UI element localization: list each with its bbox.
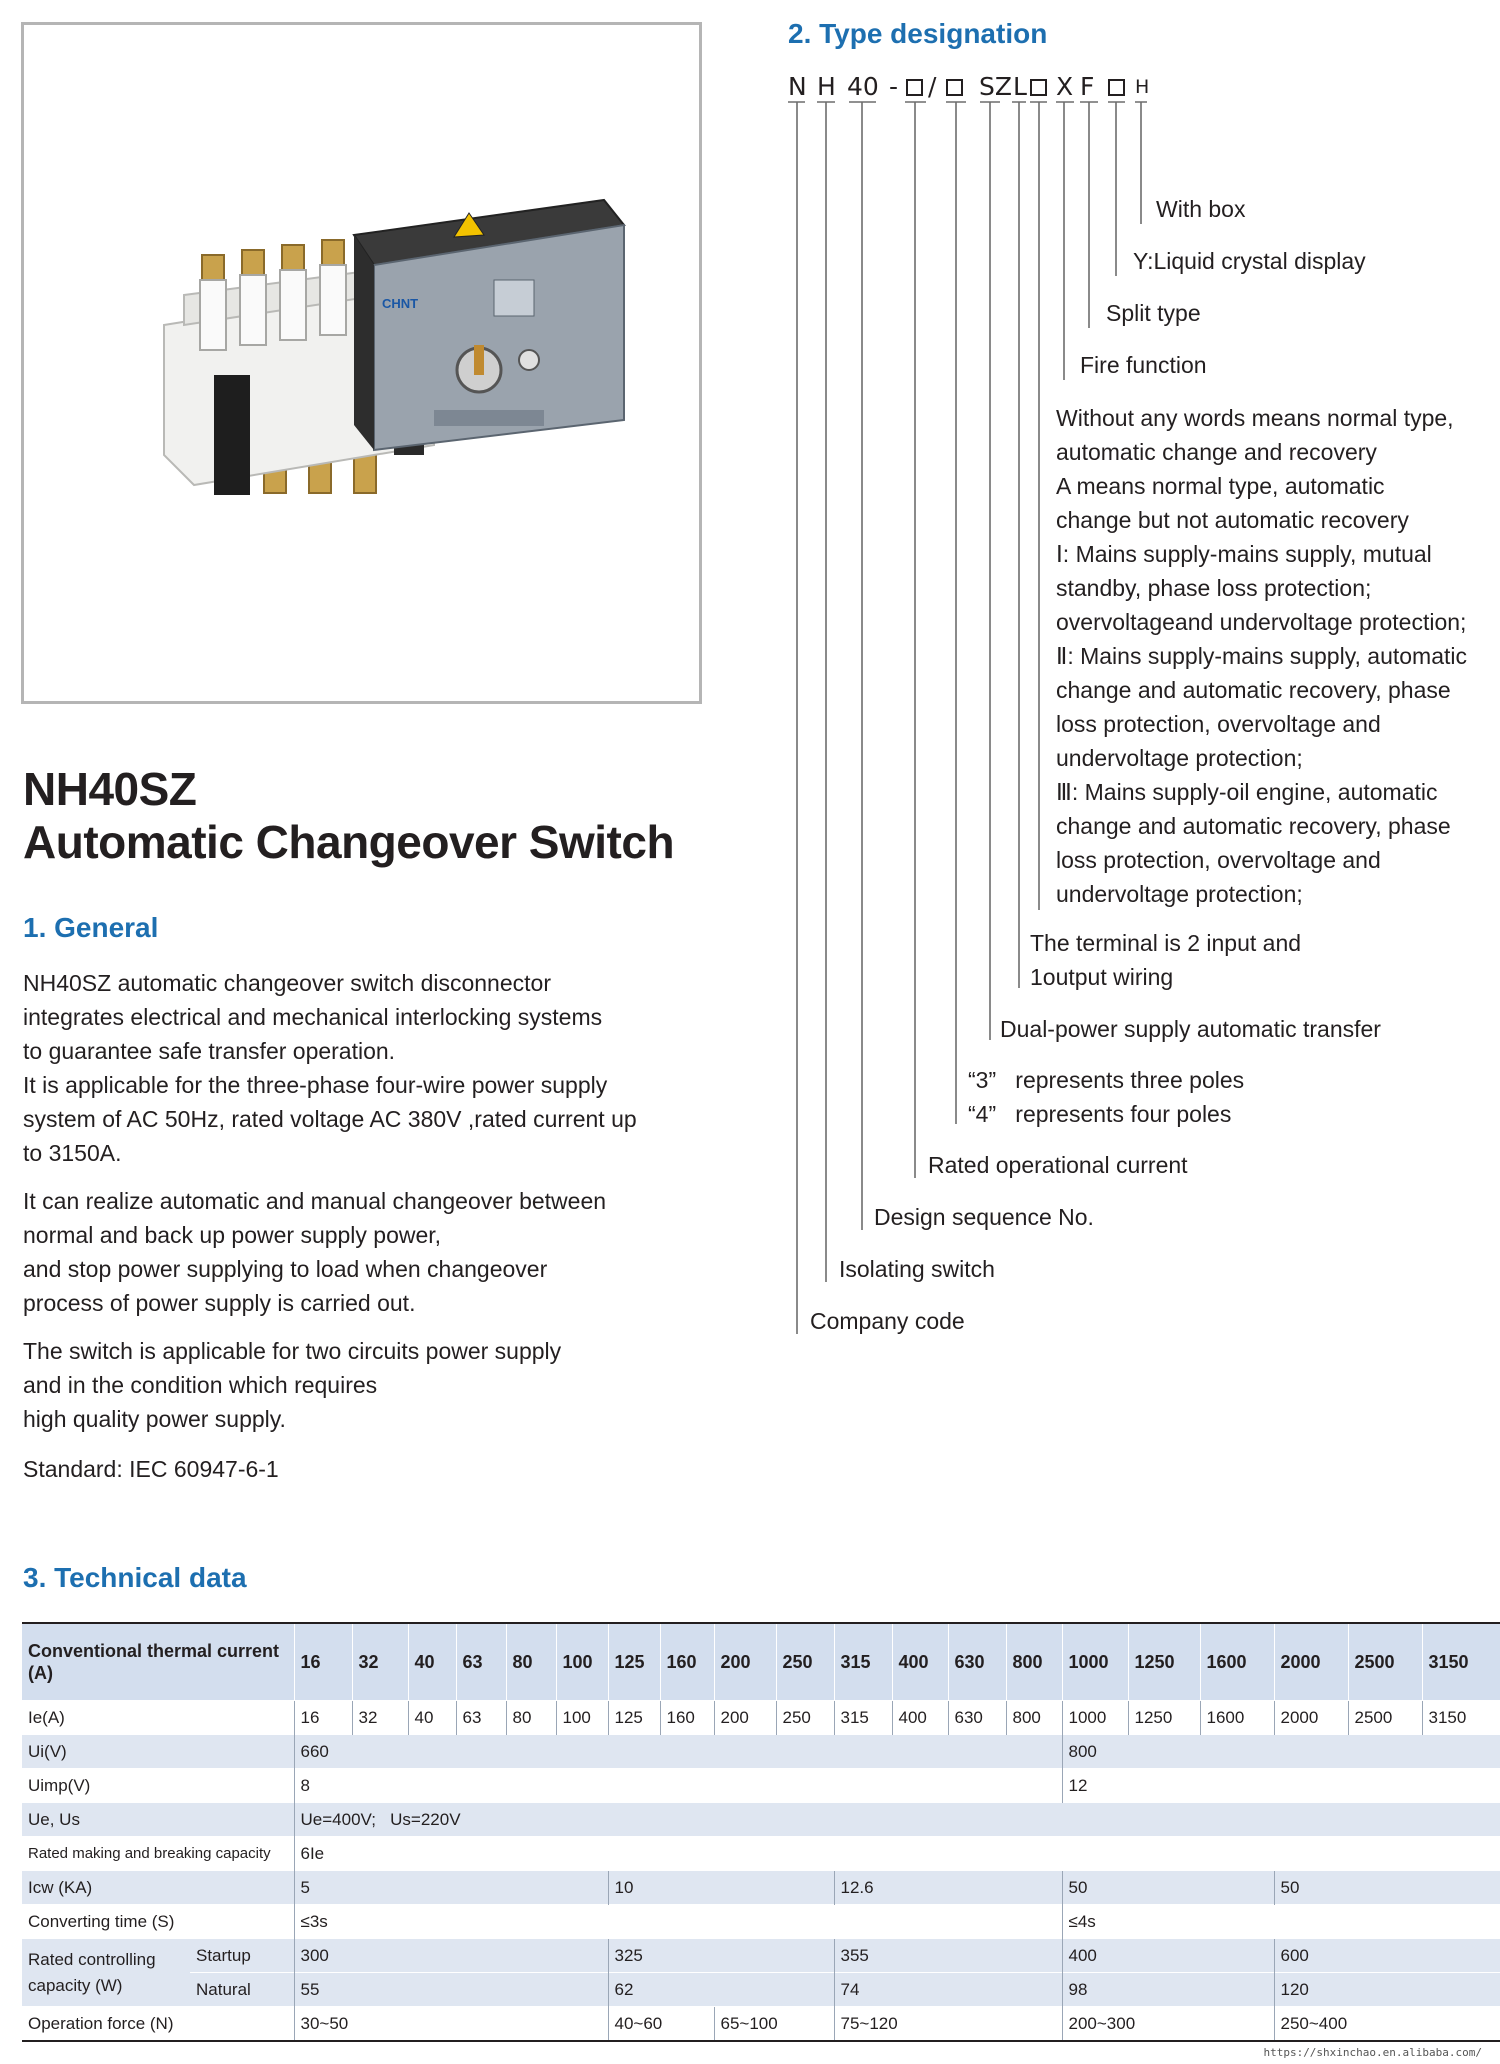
desc-mode-line: automatic change and recovery [1056, 439, 1377, 465]
general-line: It can realize automatic and manual changeover between [23, 1188, 607, 1214]
desc-mode-line: loss protection, overvoltage and [1056, 847, 1381, 873]
desc-terminal-line: 1output wiring [1030, 964, 1174, 990]
row-sublabel: Startup [190, 1939, 294, 1973]
code-40: 40 [847, 72, 879, 101]
desc-mode-line: undervoltage protection; [1056, 881, 1303, 907]
leader-terminal [1012, 102, 1026, 988]
general-line: and in the condition which requires [23, 1372, 378, 1398]
table-header-row [22, 1623, 1500, 1701]
general-line: NH40SZ automatic changeover switch disconnector [23, 970, 551, 996]
leader-company [788, 102, 805, 1334]
force-value: 65~100 [714, 2007, 834, 2042]
table-row-converting [22, 1905, 1500, 1939]
ie-value: 2500 [1348, 1701, 1422, 1735]
ie-value: 3150 [1422, 1701, 1500, 1735]
desc-poles [968, 1063, 1244, 1131]
header-current: 63 [456, 1623, 506, 1701]
general-line: The switch is applicable for two circuits power supply [23, 1338, 562, 1364]
ie-value: 1000 [1062, 1701, 1128, 1735]
ie-value: 1250 [1128, 1701, 1200, 1735]
desc-isolating: Isolating switch [839, 1256, 995, 1282]
table-row-making [22, 1837, 1500, 1871]
startup-value: 300 [294, 1939, 608, 1973]
ui-value: 800 [1062, 1735, 1500, 1769]
ie-value: 2000 [1274, 1701, 1348, 1735]
converting-value: ≤3s [294, 1905, 1062, 1939]
general-line: normal and back up power supply power, [23, 1222, 442, 1248]
leader-split [1080, 102, 1098, 328]
icw-value: 5 [294, 1871, 608, 1905]
ie-value: 32 [352, 1701, 408, 1735]
code-f: F [1080, 72, 1095, 101]
startup-value: 600 [1274, 1939, 1500, 1973]
desc-poles-line: “3” represents three poles [968, 1067, 1245, 1093]
footer-url[interactable]: https://shxinchao.en.alibaba.com/ [1263, 2046, 1482, 2059]
header-current: 1600 [1200, 1623, 1274, 1701]
table-row-startup [22, 1939, 1500, 1973]
leader-fire [1056, 102, 1074, 380]
desc-rated: Rated operational current [928, 1152, 1188, 1178]
desc-split: Split type [1106, 300, 1201, 326]
header-current: 1250 [1128, 1623, 1200, 1701]
header-current: 2000 [1274, 1623, 1348, 1701]
ie-value: 800 [1006, 1701, 1062, 1735]
header-current: 800 [1006, 1623, 1062, 1701]
header-current: 200 [714, 1623, 776, 1701]
header-current: 80 [506, 1623, 556, 1701]
force-value: 30~50 [294, 2007, 608, 2042]
desc-mode-line: Ⅱ: Mains supply-mains supply, automatic [1056, 643, 1468, 669]
row-sublabel: Natural [190, 1973, 294, 2007]
desc-fire: Fire function [1080, 352, 1207, 378]
force-value: 40~60 [608, 2007, 714, 2042]
making-value: 6Ie [294, 1837, 1500, 1871]
uimp-value: 12 [1062, 1769, 1500, 1803]
ie-value: 1600 [1200, 1701, 1274, 1735]
product-model: NH40SZ [23, 763, 197, 815]
header-current: 32 [352, 1623, 408, 1701]
general-line: to guarantee safe transfer operation. [23, 1038, 396, 1064]
general-line: It is applicable for the three-phase four-wire power supply [23, 1072, 608, 1098]
desc-mode-line: A means normal type, automatic [1056, 473, 1385, 499]
type-designation-heading: 2. Type designation [788, 18, 1048, 49]
row-label: Ui(V) [22, 1735, 294, 1769]
converting-value: ≤4s [1062, 1905, 1500, 1939]
icw-value: 12.6 [834, 1871, 1062, 1905]
row-label: Uimp(V) [22, 1769, 294, 1803]
desc-mode-line: standby, phase loss protection; [1056, 575, 1372, 601]
natural-value: 98 [1062, 1973, 1274, 2007]
table-row-ie [22, 1701, 1500, 1735]
leader-mode [1030, 102, 1047, 910]
leader-rated [905, 102, 926, 1178]
ie-value: 400 [892, 1701, 948, 1735]
leader-dual [980, 102, 1000, 1040]
desc-mode-line: Ⅲ: Mains supply-oil engine, automatic [1056, 779, 1438, 805]
natural-value: 55 [294, 1973, 608, 2007]
code-h: H [817, 72, 836, 101]
startup-value: 325 [608, 1939, 834, 1973]
natural-value: 74 [834, 1973, 1062, 2007]
desc-terminal [1030, 926, 1301, 994]
ie-value: 100 [556, 1701, 608, 1735]
leader-isolating [817, 102, 835, 1282]
general-line: to 3150A. [23, 1140, 122, 1166]
row-label: Rated controlling capacity (W) [22, 1939, 190, 2007]
desc-mode-line: change and automatic recovery, phase [1056, 813, 1451, 839]
header-label: Conventional thermal current (A) [22, 1623, 294, 1701]
table-row-force [22, 2007, 1500, 2042]
ui-value: 660 [294, 1735, 1062, 1769]
code-l: L [1013, 72, 1027, 101]
header-current: 1000 [1062, 1623, 1128, 1701]
header-current: 315 [834, 1623, 892, 1701]
startup-value: 400 [1062, 1939, 1274, 1973]
code-x: X [1056, 72, 1074, 101]
table-row-ui [22, 1735, 1500, 1769]
row-label: Icw (KA) [22, 1871, 294, 1905]
header-current: 160 [660, 1623, 714, 1701]
desc-lcd: Y:Liquid crystal display [1133, 248, 1366, 274]
desc-modes [1056, 401, 1467, 911]
leader-lcd [1108, 102, 1125, 276]
ie-value: 160 [660, 1701, 714, 1735]
uimp-value: 8 [294, 1769, 1062, 1803]
desc-poles-line: “4” represents four poles [968, 1101, 1232, 1127]
desc-mode-line: change but not automatic recovery [1056, 507, 1409, 533]
photo-brand-logo: CHNT [382, 296, 419, 311]
ie-value: 630 [948, 1701, 1006, 1735]
header-current: 630 [948, 1623, 1006, 1701]
row-label: Ue, Us [22, 1803, 294, 1837]
icw-value: 10 [608, 1871, 834, 1905]
desc-mode-line: Without any words means normal type, [1056, 405, 1454, 431]
header-current: 250 [776, 1623, 834, 1701]
ue-value: Ue=400V; Us=220V [294, 1803, 1500, 1837]
general-line: integrates electrical and mechanical interlocking systems [23, 1004, 603, 1030]
ie-value: 16 [294, 1701, 352, 1735]
code-sz: SZ [979, 72, 1012, 101]
leader-box [1135, 102, 1147, 224]
row-label: Converting time (S) [22, 1905, 294, 1939]
header-current: 3150 [1422, 1623, 1500, 1701]
general-heading: 1. General [23, 912, 159, 943]
header-current: 400 [892, 1623, 948, 1701]
natural-value: 62 [608, 1973, 834, 2007]
leader-design [849, 102, 876, 1230]
general-line: process of power supply is carried out. [23, 1290, 416, 1316]
force-value: 200~300 [1062, 2007, 1274, 2042]
header-current: 16 [294, 1623, 352, 1701]
code-slash: / [928, 72, 937, 101]
header-current: 2500 [1348, 1623, 1422, 1701]
header-current: 100 [556, 1623, 608, 1701]
general-paragraph-3 [23, 1334, 561, 1436]
desc-dual: Dual-power supply automatic transfer [1000, 1016, 1381, 1042]
desc-design: Design sequence No. [874, 1204, 1094, 1230]
ie-value: 250 [776, 1701, 834, 1735]
ie-value: 40 [408, 1701, 456, 1735]
general-line: high quality power supply. [23, 1406, 286, 1432]
technical-heading: 3. Technical data [23, 1562, 247, 1593]
icw-value: 50 [1274, 1871, 1500, 1905]
desc-mode-line: change and automatic recovery, phase [1056, 677, 1451, 703]
desc-with-box: With box [1156, 196, 1246, 222]
ie-value: 80 [506, 1701, 556, 1735]
row-label: Ie(A) [22, 1701, 294, 1735]
row-label: Operation force (N) [22, 2007, 294, 2042]
table-row-uimp [22, 1769, 1500, 1803]
leader-poles [946, 102, 966, 1124]
header-current: 40 [408, 1623, 456, 1701]
general-line: system of AC 50Hz, rated voltage AC 380V ,rated current up [23, 1106, 637, 1132]
general-line: and stop power supplying to load when changeover [23, 1256, 548, 1282]
header-current: 125 [608, 1623, 660, 1701]
desc-terminal-line: The terminal is 2 input and [1030, 930, 1302, 956]
force-value: 250~400 [1274, 2007, 1500, 2042]
startup-value: 355 [834, 1939, 1062, 1973]
standard-text: Standard: IEC 60947-6-1 [23, 1456, 279, 1482]
desc-mode-line: undervoltage protection; [1056, 745, 1303, 771]
code-n: N [788, 72, 807, 101]
desc-company: Company code [810, 1308, 965, 1334]
ie-value: 63 [456, 1701, 506, 1735]
natural-value: 120 [1274, 1973, 1500, 2007]
ie-value: 200 [714, 1701, 776, 1735]
code-dash: - [889, 72, 899, 101]
code-h-box: H [1135, 76, 1150, 98]
desc-mode-line: overvoltageand undervoltage protection; [1056, 609, 1467, 635]
desc-mode-line: Ⅰ: Mains supply-mains supply, mutual [1056, 541, 1432, 567]
force-value: 75~120 [834, 2007, 1062, 2042]
row-label: Rated making and breaking capacity [22, 1837, 294, 1871]
icw-value: 50 [1062, 1871, 1274, 1905]
table-row-ue [22, 1803, 1500, 1837]
ie-value: 125 [608, 1701, 660, 1735]
technical-data-table [22, 1622, 1500, 2042]
product-name: Automatic Changeover Switch [23, 816, 675, 868]
table-row-icw [22, 1871, 1500, 1905]
table-row-natural [22, 1973, 1500, 2007]
desc-mode-line: loss protection, overvoltage and [1056, 711, 1381, 737]
ie-value: 315 [834, 1701, 892, 1735]
